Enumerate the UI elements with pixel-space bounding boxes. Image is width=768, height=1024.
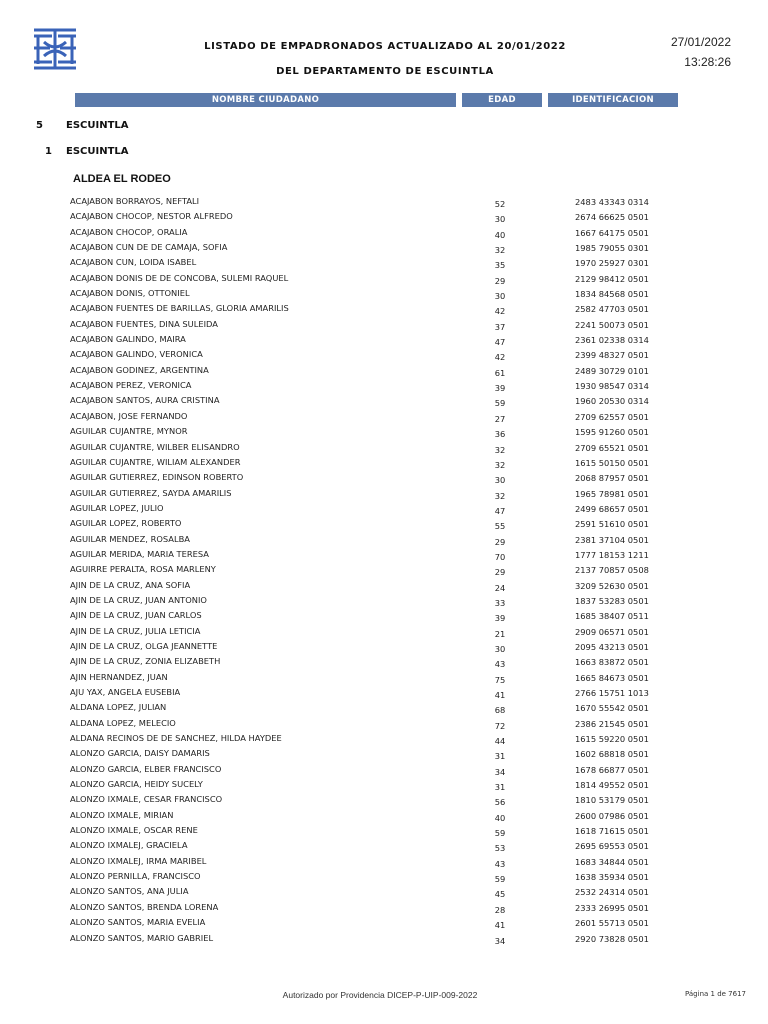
- citizen-name: AGUILAR GUTIERREZ, SAYDA AMARILIS: [70, 487, 232, 498]
- citizen-name: ACAJABON SANTOS, AURA CRISTINA: [70, 395, 220, 406]
- citizen-name: ACAJABON GALINDO, MAIRA: [70, 334, 186, 345]
- table-row: [0, 640, 768, 655]
- table-row: [0, 287, 768, 302]
- citizen-id: 1837 53283 0501: [575, 595, 649, 606]
- department-number: 5: [36, 120, 43, 131]
- citizen-id: 1930 98547 0314: [575, 381, 649, 392]
- citizen-age: 33: [494, 597, 506, 608]
- citizen-age: 61: [494, 367, 506, 378]
- table-row: [0, 441, 768, 456]
- citizen-name: ACAJABON CHOCOP, NESTOR ALFREDO: [70, 211, 233, 222]
- citizen-id: 2920 73828 0501: [575, 933, 649, 944]
- citizen-name: AGUIRRE PERALTA, ROSA MARLENY: [70, 564, 216, 575]
- table-row: [0, 410, 768, 425]
- citizen-name: ALONZO IXMALEJ, GRACIELA: [70, 840, 188, 851]
- citizen-age: 52: [494, 199, 506, 209]
- citizen-id: 1965 78981 0501: [575, 488, 649, 499]
- table-row: [0, 425, 768, 440]
- citizen-id: 2489 30729 0101: [575, 365, 649, 376]
- page-indicator: Página 1 de 7617: [684, 990, 746, 998]
- citizen-id: 2333 26995 0501: [575, 902, 649, 913]
- report-time: 13:28:26: [684, 55, 731, 69]
- citizen-age: 34: [494, 935, 506, 946]
- citizen-id: 2483 43343 0314: [575, 197, 649, 207]
- citizen-age: 29: [494, 567, 506, 578]
- table-row: [0, 686, 768, 701]
- citizen-name: AGUILAR MERIDA, MARIA TERESA: [70, 548, 209, 559]
- table-row: [0, 563, 768, 578]
- citizen-id: 2709 62557 0501: [575, 411, 649, 422]
- citizen-id: 2532 24314 0501: [575, 887, 649, 898]
- citizen-age: 32: [494, 444, 506, 455]
- citizen-age: 55: [494, 521, 506, 532]
- citizen-age: 31: [494, 782, 506, 793]
- citizen-id: 2709 65521 0501: [575, 442, 649, 453]
- citizen-name: AJIN HERNANDEZ, JUAN: [70, 671, 168, 682]
- citizen-age: 30: [494, 214, 506, 225]
- citizen-id: 1638 35934 0501: [575, 872, 649, 883]
- table-row: [0, 210, 768, 225]
- citizen-age: 39: [494, 383, 506, 394]
- citizen-age: 28: [494, 904, 506, 915]
- citizen-age: 43: [494, 858, 506, 869]
- citizen-name: AJIN DE LA CRUZ, ZONIA ELIZABETH: [70, 656, 221, 667]
- table-row: [0, 839, 768, 854]
- citizen-age: 43: [494, 659, 506, 670]
- citizen-name: ACAJABON GALINDO, VERONICA: [70, 349, 203, 360]
- report-title: LISTADO DE EMPADRONADOS ACTUALIZADO AL 20/01/2022: [204, 41, 566, 52]
- citizen-age: 41: [494, 690, 506, 700]
- citizen-name: ALONZO GARCIA, DAISY DAMARIS: [70, 748, 210, 759]
- citizen-age: 30: [494, 475, 506, 486]
- citizen-name: AJIN DE LA CRUZ, JUAN CARLOS: [70, 610, 202, 621]
- citizen-age: 35: [494, 260, 506, 271]
- citizen-age: 47: [494, 337, 506, 348]
- citizen-id: 1667 64175 0501: [575, 227, 649, 238]
- table-row: [0, 625, 768, 640]
- citizen-id: 1834 84568 0501: [575, 289, 649, 300]
- citizen-id: 2591 51610 0501: [575, 519, 649, 530]
- table-row: [0, 517, 768, 532]
- citizen-age: 59: [494, 874, 506, 885]
- citizen-name: ACAJABON BORRAYOS, NEFTALI: [70, 196, 200, 206]
- citizen-id: 2695 69553 0501: [575, 841, 649, 852]
- citizen-id: 2582 47703 0501: [575, 304, 649, 315]
- table-row: [0, 594, 768, 609]
- citizen-id: 2361 02338 0314: [575, 335, 649, 346]
- table-row: [0, 226, 768, 241]
- citizen-name: ACAJABON CUN, LOIDA ISABEL: [70, 257, 197, 268]
- citizen-name: ACAJABON DONIS, OTTONIEL: [70, 288, 190, 299]
- citizen-age: 70: [494, 551, 506, 562]
- report-date: 27/01/2022: [670, 35, 731, 49]
- citizen-age: 32: [494, 245, 506, 256]
- table-row: [0, 778, 768, 793]
- table-row: [0, 318, 768, 333]
- citizen-age: 72: [494, 720, 506, 731]
- citizen-age: 34: [494, 766, 506, 777]
- citizen-name: AGUILAR CUJANTRE, WILIAM ALEXANDER: [70, 456, 241, 467]
- citizen-age: 29: [494, 536, 506, 547]
- table-row: [0, 579, 768, 594]
- citizen-id: 1985 79055 0301: [575, 243, 649, 254]
- table-row: [0, 272, 768, 287]
- citizen-name: AGUILAR LOPEZ, ROBERTO: [70, 518, 182, 529]
- table-row: [0, 870, 768, 885]
- citizen-age: 30: [494, 291, 506, 302]
- citizen-age: 36: [494, 429, 506, 440]
- table-row: [0, 471, 768, 486]
- citizen-age: 27: [494, 413, 506, 424]
- column-header-name: NOMBRE CIUDADANO: [75, 93, 456, 107]
- table-row: [0, 763, 768, 778]
- municipality-number: 1: [45, 146, 52, 157]
- citizen-age: 59: [494, 828, 506, 839]
- citizen-age: 40: [494, 229, 506, 240]
- citizen-id: 1602 68818 0501: [575, 749, 649, 760]
- citizen-id: 2129 98412 0501: [575, 273, 649, 284]
- citizen-id: 3209 52630 0501: [575, 580, 649, 591]
- citizen-name: ACAJABON PEREZ, VERONICA: [70, 380, 192, 391]
- citizen-id: 1678 66877 0501: [575, 764, 649, 775]
- citizen-name: ALONZO IXMALEJ, IRMA MARIBEL: [70, 855, 207, 866]
- citizen-name: ALONZO IXMALE, CESAR FRANCISCO: [70, 794, 223, 805]
- citizen-name: AGUILAR MENDEZ, ROSALBA: [70, 533, 190, 544]
- column-header-id: IDENTIFICACION: [548, 93, 678, 107]
- table-row: [0, 824, 768, 839]
- citizen-name: ACAJABON, JOSE FERNANDO: [70, 410, 188, 421]
- citizen-age: 45: [494, 889, 506, 900]
- citizen-name: AJIN DE LA CRUZ, OLGA JEANNETTE: [70, 640, 218, 651]
- citizen-age: 59: [494, 398, 506, 409]
- citizen-name: ACAJABON CHOCOP, ORALIA: [70, 226, 188, 237]
- citizen-name: AGUILAR CUJANTRE, WILBER ELISANDRO: [70, 441, 240, 452]
- citizen-name: ALDANA LOPEZ, MELECIO: [70, 717, 176, 728]
- citizen-name: ACAJABON DONIS DE DE CONCOBA, SULEMI RAQUEL: [70, 272, 289, 283]
- municipality-name: ESCUINTLA: [66, 146, 129, 157]
- citizen-age: 47: [494, 505, 506, 516]
- table-row: [0, 916, 768, 931]
- voter-list: [0, 195, 768, 947]
- citizen-name: ALONZO SANTOS, ANA JULIA: [70, 886, 189, 897]
- citizen-age: 21: [494, 628, 506, 639]
- table-row: [0, 809, 768, 824]
- citizen-name: ALONZO IXMALE, MIRIAN: [70, 809, 174, 820]
- citizen-name: AJIN DE LA CRUZ, JUAN ANTONIO: [70, 594, 207, 605]
- citizen-name: ALONZO IXMALE, OSCAR RENE: [70, 825, 198, 836]
- table-row: [0, 901, 768, 916]
- citizen-id: 2381 37104 0501: [575, 534, 649, 545]
- citizen-id: 2399 48327 0501: [575, 350, 649, 361]
- citizen-name: ALONZO SANTOS, MARIA EVELIA: [70, 917, 206, 928]
- citizen-id: 2674 66625 0501: [575, 212, 649, 223]
- citizen-age: 31: [494, 751, 506, 762]
- table-row: [0, 609, 768, 624]
- table-row: [0, 256, 768, 271]
- citizen-id: 2068 87957 0501: [575, 473, 649, 484]
- citizen-name: ACAJABON FUENTES, DINA SULEIDA: [70, 318, 218, 329]
- citizen-name: ALDANA RECINOS DE DE SANCHEZ, HILDA HAYDEE: [70, 733, 282, 744]
- citizen-age: 53: [494, 843, 506, 854]
- citizen-id: 1970 25927 0301: [575, 258, 649, 269]
- citizen-id: 1960 20530 0314: [575, 396, 649, 407]
- table-row: [0, 502, 768, 517]
- table-row: [0, 241, 768, 256]
- table-row: [0, 747, 768, 762]
- citizen-age: 56: [494, 797, 506, 808]
- citizen-name: ALONZO PERNILLA, FRANCISCO: [70, 871, 201, 882]
- table-row: [0, 548, 768, 563]
- tse-logo-icon: [30, 24, 80, 74]
- citizen-age: 42: [494, 352, 506, 363]
- citizen-name: ALDANA LOPEZ, JULIAN: [70, 702, 167, 713]
- citizen-age: 32: [494, 490, 506, 501]
- footer-authorization: Autorizado por Providencia DICEP-P-UIP-009-2022: [282, 990, 478, 1000]
- citizen-name: ALONZO SANTOS, MARIO GABRIEL: [70, 932, 214, 943]
- citizen-age: 68: [494, 705, 506, 716]
- citizen-id: 1665 84673 0501: [575, 672, 649, 683]
- citizen-name: ALONZO GARCIA, ELBER FRANCISCO: [70, 763, 222, 774]
- department-name: ESCUINTLA: [66, 120, 129, 131]
- table-row: [0, 379, 768, 394]
- table-row: [0, 364, 768, 379]
- citizen-id: 2601 55713 0501: [575, 918, 649, 929]
- table-row: [0, 302, 768, 317]
- citizen-id: 1777 18153 1211: [575, 549, 649, 560]
- citizen-id: 1595 91260 0501: [575, 427, 649, 438]
- citizen-id: 2386 21545 0501: [575, 718, 649, 729]
- citizen-id: 2095 43213 0501: [575, 641, 649, 652]
- table-row: [0, 793, 768, 808]
- citizen-name: AGUILAR GUTIERREZ, EDINSON ROBERTO: [70, 472, 244, 483]
- citizen-id: 1670 55542 0501: [575, 703, 649, 714]
- column-header-age: EDAD: [462, 93, 542, 107]
- citizen-name: AJIN DE LA CRUZ, JULIA LETICIA: [70, 625, 201, 636]
- citizen-name: AGUILAR CUJANTRE, MYNOR: [70, 426, 188, 437]
- citizen-name: ALONZO SANTOS, BRENDA LORENA: [70, 901, 219, 912]
- citizen-age: 39: [494, 613, 506, 624]
- citizen-name: ACAJABON CUN DE DE CAMAJA, SOFIA: [70, 242, 228, 253]
- citizen-id: 1810 53179 0501: [575, 795, 649, 806]
- citizen-age: 41: [494, 920, 506, 931]
- citizen-age: 32: [494, 459, 506, 470]
- citizen-age: 24: [494, 582, 506, 593]
- citizen-age: 30: [494, 643, 506, 654]
- citizen-age: 40: [494, 812, 506, 823]
- table-row: [0, 533, 768, 548]
- table-row: [0, 333, 768, 348]
- citizen-name: AJU YAX, ANGELA EUSEBIA: [70, 687, 181, 697]
- citizen-age: 44: [494, 736, 506, 747]
- citizen-age: 42: [494, 306, 506, 317]
- citizen-id: 1615 50150 0501: [575, 457, 649, 468]
- table-row: [0, 732, 768, 747]
- citizen-id: 2909 06571 0501: [575, 626, 649, 637]
- table-row: [0, 394, 768, 409]
- table-row: [0, 195, 768, 210]
- citizen-id: 1814 49552 0501: [575, 780, 649, 791]
- table-row: [0, 717, 768, 732]
- citizen-age: 37: [494, 321, 506, 332]
- citizen-name: AGUILAR LOPEZ, JULIO: [70, 502, 164, 513]
- citizen-id: 2137 70857 0508: [575, 565, 649, 576]
- citizen-age: 29: [494, 275, 506, 286]
- table-row: [0, 885, 768, 900]
- citizen-id: 1663 83872 0501: [575, 657, 649, 668]
- citizen-name: AJIN DE LA CRUZ, ANA SOFIA: [70, 579, 191, 590]
- citizen-id: 2499 68657 0501: [575, 503, 649, 514]
- citizen-age: 75: [494, 674, 506, 685]
- citizen-id: 1685 38407 0511: [575, 611, 649, 622]
- table-row: [0, 487, 768, 502]
- citizen-id: 2241 50073 0501: [575, 319, 649, 330]
- table-row: [0, 932, 768, 947]
- table-row: [0, 348, 768, 363]
- citizen-id: 2600 07986 0501: [575, 810, 649, 821]
- citizen-id: 1615 59220 0501: [575, 734, 649, 745]
- citizen-id: 1683 34844 0501: [575, 856, 649, 867]
- citizen-name: ACAJABON FUENTES DE BARILLAS, GLORIA AMARILIS: [70, 303, 289, 314]
- table-row: [0, 655, 768, 670]
- table-row: [0, 456, 768, 471]
- locality-name: ALDEA EL RODEO: [73, 173, 171, 185]
- citizen-name: ACAJABON GODINEZ, ARGENTINA: [70, 364, 209, 375]
- table-row: [0, 671, 768, 686]
- report-subtitle: DEL DEPARTAMENTO DE ESCUINTLA: [276, 66, 494, 77]
- table-row: [0, 855, 768, 870]
- citizen-name: ALONZO GARCIA, HEIDY SUCELY: [70, 779, 203, 790]
- citizen-id: 2766 15751 1013: [575, 688, 649, 698]
- table-row: [0, 701, 768, 716]
- citizen-id: 1618 71615 0501: [575, 826, 649, 837]
